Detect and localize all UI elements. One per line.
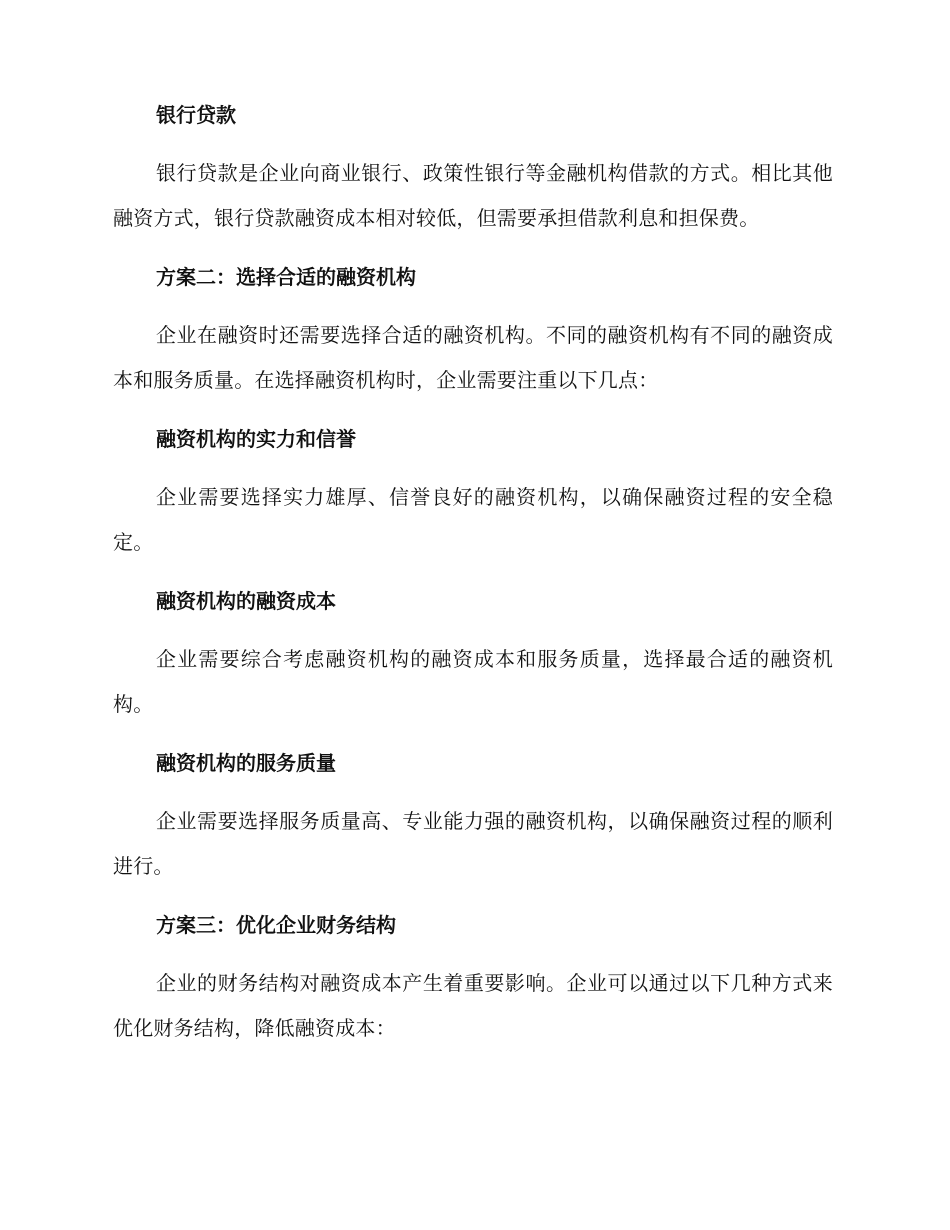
section-heading-strength-reputation: 融资机构的实力和信誉 — [156, 427, 356, 451]
paragraph-plan-three: 企业的财务结构对融资成本产生着重要影响。企业可以通过以下几种方式来优化财务结构，降低融资成本： — [113, 971, 833, 1040]
paragraph-plan-two: 企业在融资时还需要选择合适的融资机构。不同的融资机构有不同的融资成本和服务质量。在选择融资机构时，企业需要注重以下几点： — [113, 323, 833, 392]
section-heading-financing-cost: 融资机构的融资成本 — [156, 589, 336, 613]
document-page — [113, 100, 833, 1072]
section-heading-service-quality: 融资机构的服务质量 — [156, 751, 336, 775]
paragraph-strength-reputation: 企业需要选择实力雄厚、信誉良好的融资机构，以确保融资过程的安全稳定。 — [113, 485, 833, 554]
paragraph-service-quality: 企业需要选择服务质量高、专业能力强的融资机构，以确保融资过程的顺利进行。 — [113, 809, 833, 878]
section-heading-plan-two: 方案二：选择合适的融资机构 — [156, 265, 416, 289]
section-heading-plan-three: 方案三：优化企业财务结构 — [156, 913, 396, 937]
paragraph-bank-loan: 银行贷款是企业向商业银行、政策性银行等金融机构借款的方式。相比其他融资方式，银行贷款融资成本相对较低，但需要承担借款利息和担保费。 — [113, 161, 833, 230]
paragraph-financing-cost: 企业需要综合考虑融资机构的融资成本和服务质量，选择最合适的融资机构。 — [113, 647, 833, 716]
section-heading-bank-loan: 银行贷款 — [156, 103, 236, 127]
